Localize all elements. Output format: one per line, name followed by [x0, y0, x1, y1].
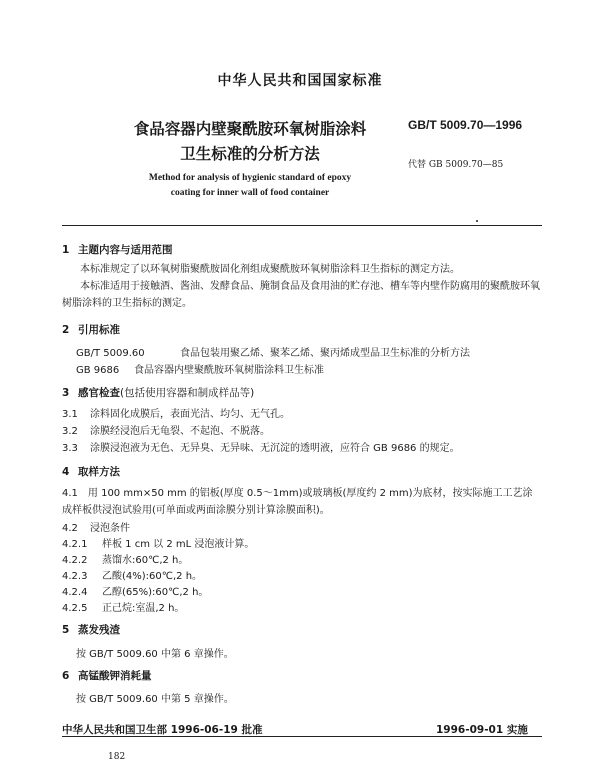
clause-text: 浸泡条件: [90, 523, 130, 534]
implementation-date: 1996-09-01 实施: [436, 724, 528, 736]
section-title: 蒸发残渣: [78, 624, 120, 636]
section-6-heading: [62, 668, 152, 683]
clause-number: 4.2.1: [62, 539, 88, 550]
clause-item: [62, 405, 290, 420]
reference-code: GB/T 5009.60: [76, 348, 145, 359]
clause-item: [62, 583, 208, 598]
clause-text: 蒸馏水:60℃,2 h。: [102, 555, 189, 566]
clause-number: 4.2.2: [62, 555, 88, 566]
national-standard-header: 中华人民共和国国家标准: [217, 73, 383, 89]
clause-item: [62, 535, 254, 550]
clause-number: 3.3: [62, 443, 78, 454]
reference-title: 食品容器内壁聚酰胺环氧树脂涂料卫生标准: [134, 365, 324, 376]
section-title: 取样方法: [78, 466, 120, 478]
section-number: 5: [62, 624, 70, 636]
section-number: 6: [62, 670, 70, 682]
clause-item: [62, 422, 270, 437]
clause-text: 乙醇(65%):60℃,2 h。: [102, 587, 209, 598]
chinese-title-line-2: 卫生标准的分析方法: [180, 145, 320, 163]
section-2-heading: [62, 322, 120, 337]
reference-item: [76, 344, 470, 359]
clause-text: 乙酸(4%):60℃,2 h。: [102, 571, 203, 582]
section-title: 引用标准: [78, 324, 120, 336]
clause-item: [62, 599, 184, 614]
clause-number: 4.2.3: [62, 571, 88, 582]
clause-number: 4.2.4: [62, 587, 88, 598]
section-number: 4: [62, 466, 70, 478]
section-1-paragraph-2: 本标准适用于接触酒、酱油、发酵食品、腌制食品及食用油的贮存池、槽车等内壁作防腐用的聚酰胺环氧树脂涂料的卫生指标的测定。: [62, 281, 540, 309]
reference-title: 食品包装用聚乙烯、聚苯乙烯、聚丙烯成型品卫生标准的分析方法: [180, 348, 470, 359]
reference-code: GB 9686: [76, 365, 120, 376]
clause-number: 3.1: [62, 409, 78, 420]
section-4-paragraph-1: 4.1 用 100 mm×50 mm 的铝板(厚度 0.5～1mm)或玻璃板(厚度约 2 mm)为底材，按实际施工工艺涂成样板供浸泡试验用(可单面或两面涂膜分别计算涂膜面积)。: [62, 488, 533, 516]
mark-dot: [476, 220, 478, 222]
clause-text: 涂料固化成膜后，表面光洁、均匀、无气孔。: [90, 409, 290, 420]
section-3-heading: [62, 385, 254, 400]
clause-text: 涂膜经浸泡后无龟裂、不起泡、不脱落。: [90, 426, 270, 437]
section-6-text: 按 GB/T 5009.60 中第 5 章操作。: [76, 694, 234, 705]
section-5-text: 按 GB/T 5009.60 中第 6 章操作。: [76, 649, 234, 660]
section-title-note: (包括使用容器和制成样品等): [120, 387, 255, 399]
chinese-title-line-1: 食品容器内壁聚酰胺环氧树脂涂料: [133, 120, 367, 138]
clause-text: 正己烷:室温,2 h。: [102, 603, 185, 614]
clause-text: 涂膜浸泡液为无色、无异臭、无异味、无沉淀的透明液，应符合 GB 9686 的规定。: [90, 443, 460, 454]
reference-item: [76, 361, 324, 376]
bottom-divider: [62, 736, 542, 737]
clause-item: [62, 551, 188, 566]
section-title: 主题内容与适用范围: [78, 244, 173, 256]
top-divider: [62, 225, 542, 226]
section-1-paragraph-1: 本标准规定了以环氧树脂聚酰胺固化剂组成聚酰胺环氧树脂涂料卫生指标的测定方法。: [80, 264, 460, 275]
section-4-heading: [62, 464, 120, 479]
english-title-line-2: coating for inner wall of food container: [170, 188, 330, 198]
section-1-heading: [62, 242, 173, 257]
section-5-heading: [62, 622, 120, 637]
page-number: 182: [108, 752, 126, 762]
section-title: 感官检查: [78, 387, 120, 399]
replaces-standard: 代替 GB 5009.70—85: [408, 160, 504, 170]
section-number: 1: [62, 244, 70, 256]
clause-number: 3.2: [62, 426, 78, 437]
clause-text: 样板 1 cm 以 2 mL 浸泡液计算。: [102, 539, 255, 550]
section-number: 3: [62, 387, 70, 399]
section-title: 高锰酸钾消耗量: [78, 670, 152, 682]
approval-line: 中华人民共和国卫生部 1996-06-19 批准: [62, 724, 263, 736]
sub-clause-heading: [62, 519, 130, 534]
standard-code: GB/T 5009.70—1996: [408, 118, 523, 132]
clause-number: 4.2.5: [62, 603, 88, 614]
clause-number: 4.2: [62, 523, 78, 534]
english-title-line-1: Method for analysis of hygienic standard of epoxy: [148, 173, 352, 183]
section-number: 2: [62, 324, 70, 336]
clause-item: [62, 439, 460, 454]
clause-item: [62, 567, 202, 582]
